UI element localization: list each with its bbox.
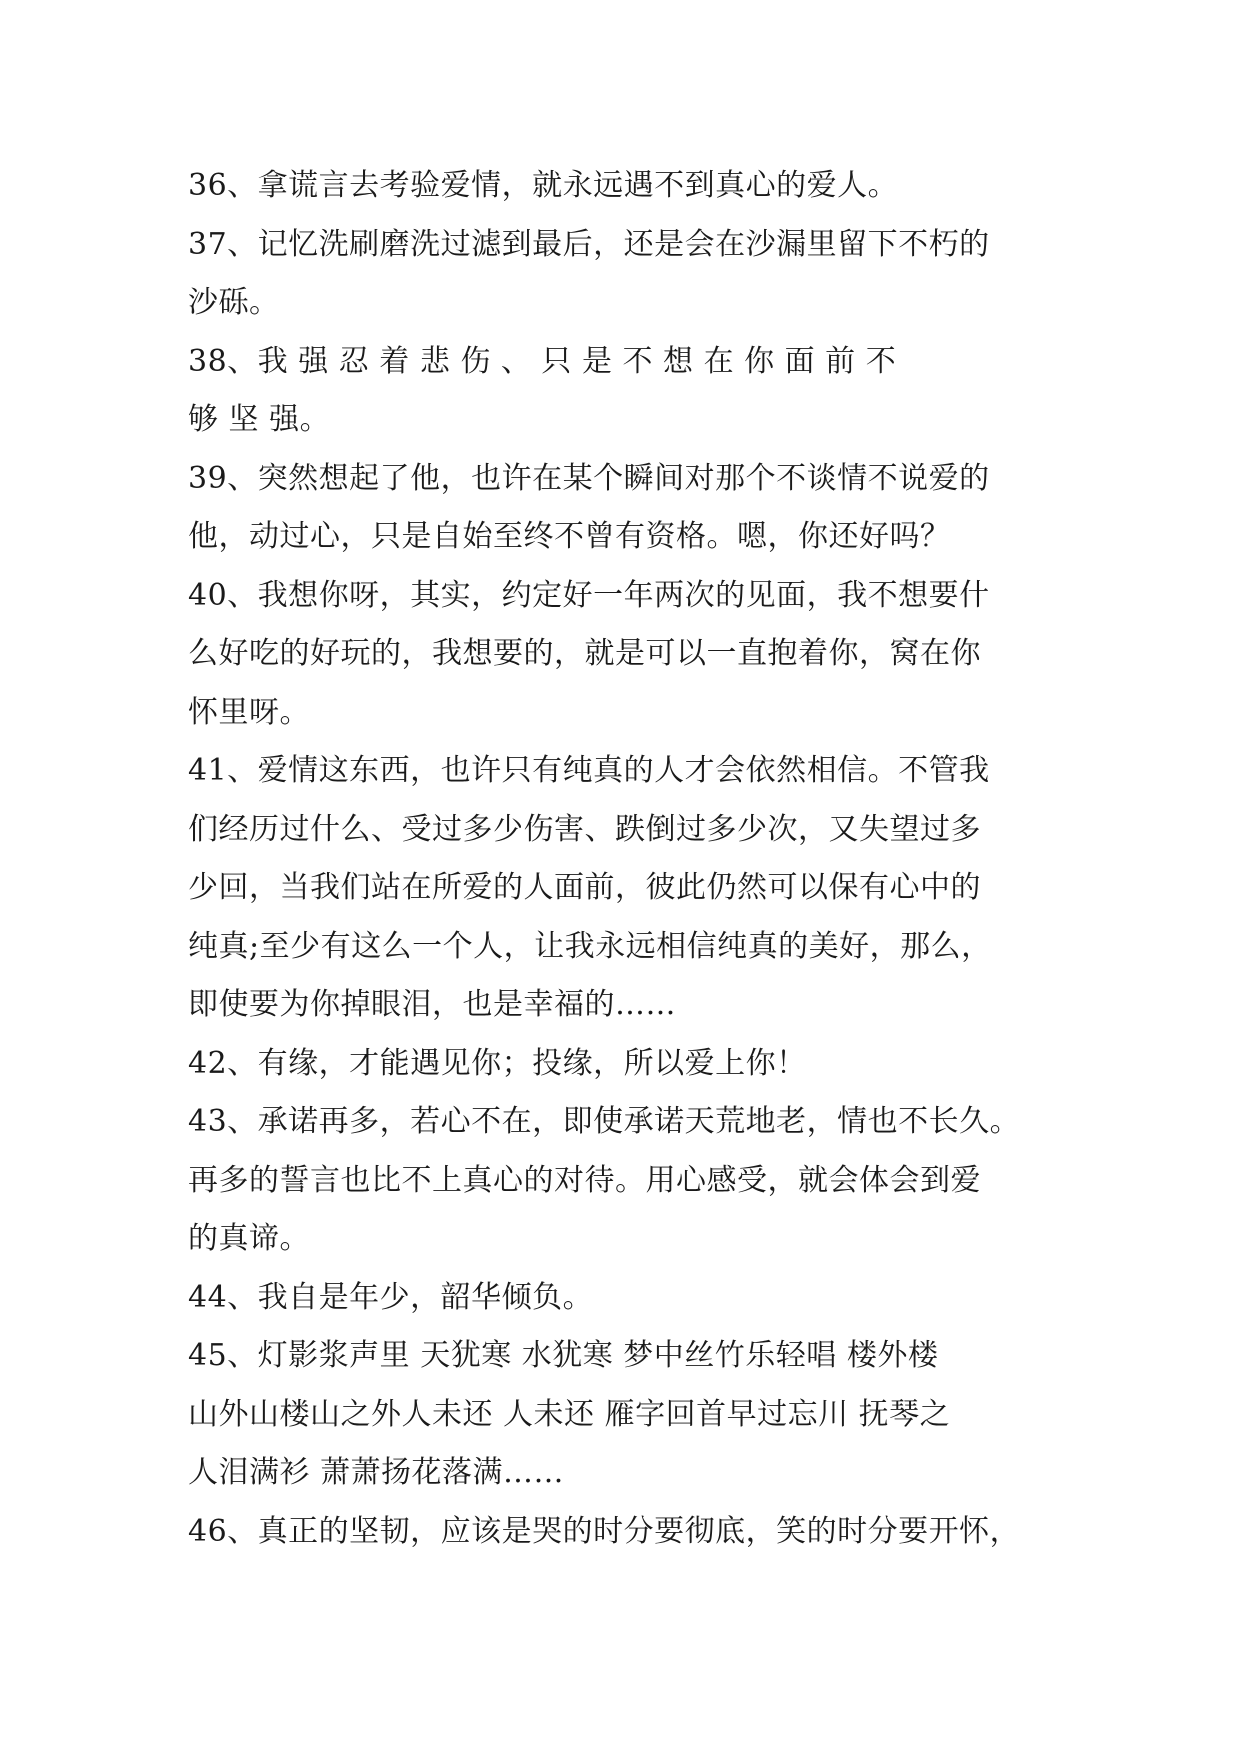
text-line: 41、爱情这东西，也许只有纯真的人才会依然相信。不管我 xyxy=(188,753,990,788)
text-line: 38、我 强 忍 着 悲 伤 、 只 是 不 想 在 你 面 前 不 xyxy=(188,343,897,379)
document-text-body xyxy=(188,157,1063,1561)
text-line: 么好吃的好玩的，我想要的，就是可以一直抱着你，窝在你 xyxy=(188,636,981,671)
text-line: 的真谛。 xyxy=(188,1221,310,1256)
text-line: 39、突然想起了他，也许在某个瞬间对那个不谈情不说爱的 xyxy=(188,460,990,496)
text-line: 少回，当我们站在所爱的人面前，彼此仍然可以保有心中的 xyxy=(188,870,981,905)
text-line: 怀里呀。 xyxy=(188,694,310,730)
text-line: 够 坚 强。 xyxy=(188,402,331,437)
text-line: 36、拿谎言去考验爱情，就永远遇不到真心的爱人。 xyxy=(188,168,899,203)
text-line: 40、我想你呀，其实，约定好一年两次的见面，我不想要什 xyxy=(188,577,990,613)
text-line: 他，动过心，只是自始至终不曾有资格。嗯，你还好吗？ xyxy=(188,519,951,554)
text-line: 44、我自是年少，韶华倾负。 xyxy=(188,1279,594,1315)
text-line: 再多的誓言也比不上真心的对待。用心感受，就会体会到爱 xyxy=(188,1162,981,1198)
text-line: 纯真;至少有这么一个人，让我永远相信纯真的美好，那么， xyxy=(188,928,992,964)
text-line: 沙砾。 xyxy=(188,285,280,320)
text-line: 山外山楼山之外人未还 人未还 雁字回首早过忘川 抚琴之 xyxy=(188,1396,951,1432)
text-line: 们经历过什么、受过多少伤害、跌倒过多少次，又失望过多 xyxy=(188,811,981,847)
text-line: 37、记忆洗刷磨洗过滤到最后，还是会在沙漏里留下不朽的 xyxy=(188,226,990,262)
text-line: 42、有缘，才能遇见你；投缘，所以爱上你！ xyxy=(188,1045,807,1081)
text-line: 人泪满衫 萧萧扬花落满…… xyxy=(188,1455,565,1490)
text-line: 43、承诺再多，若心不在，即使承诺天荒地老，情也不长久。 xyxy=(188,1104,1021,1139)
text-line: 46、真正的坚韧，应该是哭的时分要彻底，笑的时分要开怀， xyxy=(188,1513,1021,1549)
text-line: 即使要为你掉眼泪，也是幸福的…… xyxy=(188,987,676,1022)
text-line: 45、灯影浆声里 天犹寒 水犹寒 梦中丝竹乐轻唱 楼外楼 xyxy=(188,1338,939,1373)
